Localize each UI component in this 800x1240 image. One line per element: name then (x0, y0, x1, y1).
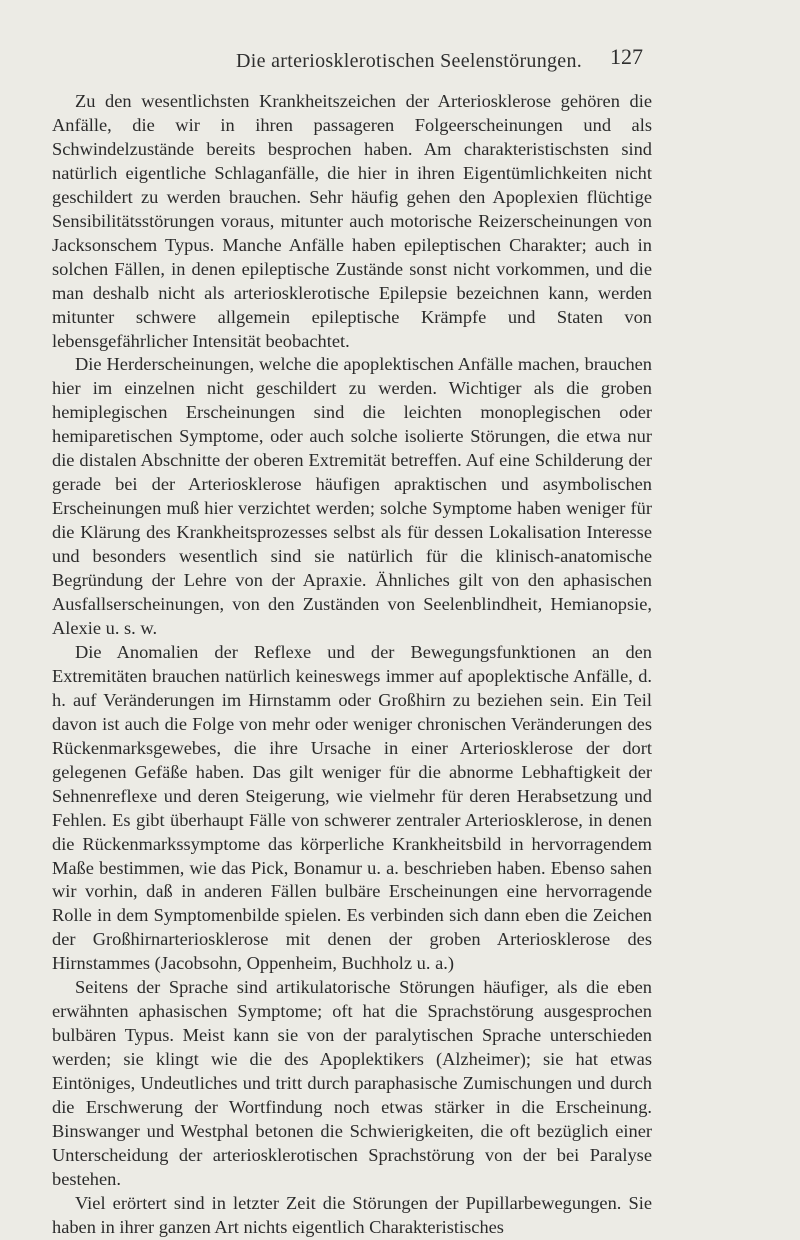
body-text (52, 90, 652, 1240)
running-title: Die arteriosklerotischen Seelenstörungen. (236, 50, 583, 72)
paragraph-focal-symptoms: Die Herderscheinungen, welche die apoplektischen Anfälle machen, brauchen hier im einzelnen nicht geschildert zu werden. Wichtiger als die groben hemiplegischen Erscheinungen sind die leichten monoplegischen oder hemiparetischen Symptome, oder auch solche isolierte Störungen, die etwa nur die distalen Abschnitte der oberen Extremität betreffen. Auf eine Schilderung der gerade bei der Arteriosklerose häufigen apraktischen und asymbolischen Erscheinungen muß hier verzichtet werden; solche Symptome haben weniger für die Klärung des Krankheitsprozesses selbst als für dessen Lokalisation Interesse und besonders wesentlich sind sie natürlich für die klinisch-anatomische Begründung der Lehre von der Apraxie. Ähnliches gilt von den aphasischen Ausfallserscheinungen, von den Zuständen von Seelenblindheit, Hemianopsie, Alexie u. s. w. (52, 354, 652, 638)
paragraph-seizures: Zu den wesentlichsten Krankheitszeichen der Arteriosklerose gehören die Anfälle, die wir in ihren passageren Folgeerscheinungen und als Schwindelzustände bereits besprochen haben. Am charakteristischsten sind natürlich eigentliche Schlaganfälle, die hier in ihren Eigentümlichkeiten nicht geschildert zu werden brauchen. Sehr häufig gehen den Apoplexien flüchtige Sensibilitätsstörungen voraus, mitunter auch motorische Reizerscheinungen von Jacksonschem Typus. Manche Anfälle haben epileptischen Charakter; auch in solchen Fällen, in denen epileptische Zustände sonst nicht vorkommen, und die man deshalb nicht als arteriosklerotische Epilepsie bezeichnen kann, werden mitunter schwere allgemein epileptische Krämpfe und Staten von lebensgefährlicher Intensität beobachtet. (52, 91, 652, 351)
paragraph-pupillary-disorders: Viel erörtert sind in letzter Zeit die Störungen der Pupillarbewegungen. Sie haben in ihrer ganzen Art nichts eigentlich Charakteristisches (52, 1192, 652, 1237)
paragraph-speech-disorders: Seitens der Sprache sind artikulatorische Störungen häufiger, als die eben erwähnten aphasischen Symptome; oft hat die Sprachstörung ausgesprochen bulbären Typus. Meist kann sie von der paralytischen Sprache unterschieden werden; sie klingt wie die des Apoplektikers (Alzheimer); sie hat etwas Eintöniges, Undeutliches und tritt durch paraphasische Zumischungen und durch die Erschwerung der Wortfindung noch etwas stärker in die Erscheinung. Binswanger und Westphal betonen die Schwierigkeiten, die oft bezüglich einer Unterscheidung der arteriosklerotischen Sprachstörung von der bei Paralyse bestehen. (52, 977, 652, 1189)
page-number: 127 (610, 44, 643, 69)
paragraph-reflex-anomalies: Die Anomalien der Reflexe und der Bewegungsfunktionen an den Extremitäten brauchen natürlich keineswegs immer auf apoplektische Anfälle, d. h. auf Veränderungen im Hirnstamm oder Großhirn zu beziehen sein. Ein Teil davon ist auch die Folge von mehr oder weniger chronischen Veränderungen des Rückenmarksgewebes, die ihre Ursache in einer Arteriosklerose der dort gelegenen Gefäße haben. Das gilt weniger für die abnorme Lebhaftigkeit der Sehnenreflexe und deren Steigerung, wie vielmehr für deren Herabsetzung und Fehlen. Es gibt überhaupt Fälle von schwerer zentraler Arteriosklerose, in denen die Rückenmarkssymptome das körperliche Krankheitsbild in hervorragendem Maße bestimmen, wie das Pick, Bonamur u. a. beschrieben haben. Ebenso sahen wir vorhin, daß in anderen Fällen bulbäre Erscheinungen eine hervorragende Rolle in dem Symptomenbilde spielen. Es verbinden sich dann eben die Zeichen der Großhirnarteriosklerose mit denen der groben Arteriosklerose des Hirnstammes (Jacobsohn, Oppenheim, Buchholz u. a.) (52, 641, 652, 974)
